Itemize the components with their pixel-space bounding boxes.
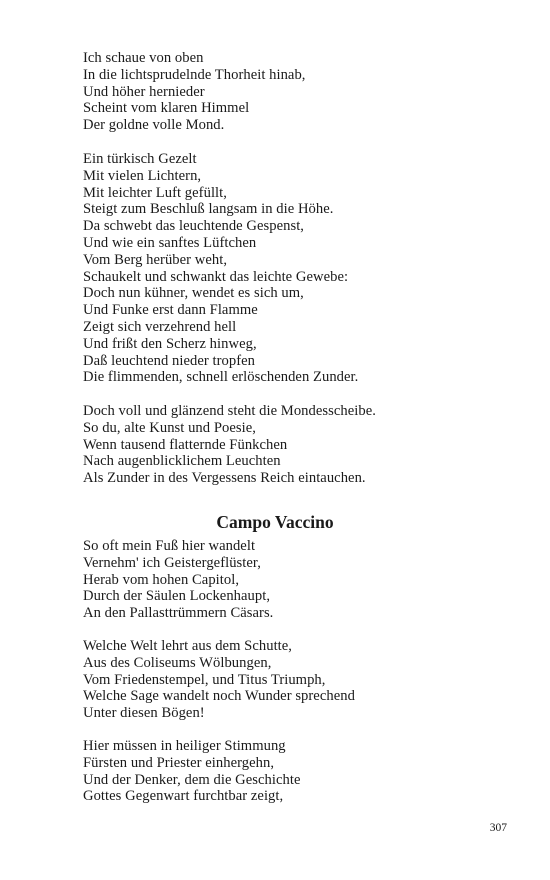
poem-1-stanza-1 (83, 50, 483, 134)
verse-line: Da schwebt das leuchtende Gespenst, (83, 218, 304, 235)
verse-line: Als Zunder in des Vergessens Reich eintauchen. (83, 470, 366, 487)
verse-line: In die lichtsprudelnde Thorheit hinab, (83, 66, 306, 83)
poem-title: Campo Vaccino (216, 512, 334, 532)
verse-line: Vom Berg herüber weht, (83, 251, 228, 268)
poem-1-stanza-2 (83, 151, 483, 386)
verse-line: Steigt zum Beschluß langsam in die Höhe. (83, 201, 334, 218)
verse-line: Wenn tausend flatternde Fünkchen (83, 436, 288, 453)
verse-line: Hier müssen in heiliger Stimmung (83, 738, 286, 754)
verse-line: Mit leichter Luft gefüllt, (83, 184, 227, 201)
verse-line: Unter diesen Bögen! (83, 705, 205, 722)
verse-line: Nach augenblicklichem Leuchten (83, 453, 281, 470)
poem-2-stanza-1 (83, 538, 483, 622)
verse-line: Mit vielen Lichtern, (83, 167, 202, 184)
poem-2-stanza-2 (83, 638, 483, 722)
verse-line: Daß leuchtend nieder tropfen (83, 352, 255, 369)
verse-line: Und wie ein sanftes Lüftchen (83, 234, 257, 251)
verse-line: Vernehm' ich Geistergeflüster, (83, 554, 261, 571)
verse-line: Aus des Coliseums Wölbungen, (83, 654, 272, 671)
verse-line: Scheint vom klaren Himmel (83, 100, 250, 117)
verse-line: An den Pallasttrümmern Cäsars. (83, 605, 274, 622)
verse-line: Welche Welt lehrt aus dem Schutte, (83, 638, 293, 654)
verse-line: Vom Friedenstempel, und Titus Triumph, (83, 671, 326, 688)
verse-line: Und der Denker, dem die Geschichte (83, 771, 301, 788)
verse-line: Ein türkisch Gezelt (83, 151, 197, 167)
verse-line: Die flimmenden, schnell erlöschenden Zunder. (83, 369, 359, 386)
verse-line: So du, alte Kunst und Poesie, (83, 419, 256, 436)
verse-line: Fürsten und Priester einhergehn, (83, 754, 275, 771)
verse-line: Gottes Gegenwart furchtbar zeigt, (83, 788, 284, 805)
verse-line: Und Funke erst dann Flamme (83, 302, 258, 319)
verse-line: Schaukelt und schwankt das leichte Gewebe: (83, 268, 349, 285)
verse-line: Welche Sage wandelt noch Wunder sprechend (83, 688, 355, 705)
verse-line: Doch nun kühner, wendet es sich um, (83, 285, 304, 302)
verse-line: Durch der Säulen Lockenhaupt, (83, 588, 271, 605)
verse-line: Und höher hernieder (83, 83, 205, 100)
verse-line: Zeigt sich verzehrend hell (83, 318, 237, 335)
verse-line: Doch voll und glänzend steht die Mondesscheibe. (83, 403, 376, 419)
poem-1-stanza-3 (83, 403, 483, 487)
verse-line: Und frißt den Scherz hinweg, (83, 335, 257, 352)
verse-line: Der goldne volle Mond. (83, 117, 225, 134)
poem-2-stanza-3 (83, 738, 483, 805)
page-number: 307 (489, 822, 507, 834)
verse-line: Herab vom hohen Capitol, (83, 571, 240, 588)
verse-line: So oft mein Fuß hier wandelt (83, 538, 256, 554)
verse-line: Ich schaue von oben (83, 50, 204, 66)
